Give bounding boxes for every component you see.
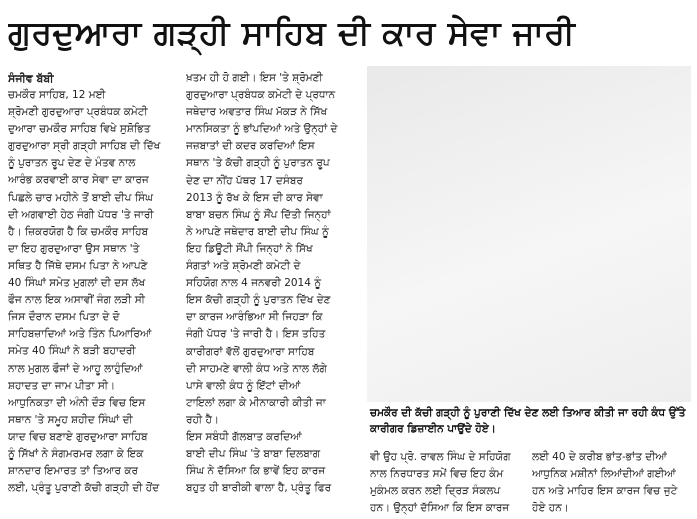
article-column-2 — [186, 70, 358, 519]
article-text-line: ਸਹਿਯੋਗ ਨਾਲ 4 ਜਨਵਰੀ 2014 ਨੂੰ — [186, 277, 322, 290]
article-column-1 — [8, 70, 178, 519]
article-text-line: ਜਥੇਦਾਰ ਅਵਤਾਰ ਸਿੰਘ ਮੱਕੜ ਨੇ ਸਿੱਖ — [186, 106, 328, 119]
article-text-line: ਸਥਿਤ ਹੈ ਜਿੱਥੇ ਦਸਮ ਪਿਤਾ ਨੇ ਆਪਣੇ — [8, 259, 148, 272]
article-text-line: ਸਥਾਨ 'ਤੇ ਸਮੂਹ ਸ਼ਹੀਦ ਸਿੰਘਾਂ ਦੀ — [8, 413, 133, 426]
article-body-column-2 — [186, 70, 358, 497]
article-text-line: ਲਈ 40 ਦੇ ਕਰੀਬ ਭਾਂਤ-ਭਾਂਤ ਦੀਆਂ — [532, 451, 667, 463]
article-body-column-4 — [532, 449, 692, 517]
headline: ਗੁਰਦੁਆਰਾ ਗੜ੍ਹੀ ਸਾਹਿਬ ਦੀ ਕਾਰ ਸੇਵਾ ਜਾਰੀ — [8, 13, 576, 52]
article-text-line: ਆਧੁਨਿਕ ਮਸ਼ੀਨਾਂ ਲਿਆਂਦੀਆਂ ਗਈਆਂ — [532, 468, 676, 481]
article-text-line: ਯਾਦ ਵਿਚ ਬਣਾਏ ਗੁਰਦੁਆਰਾ ਸਾਹਿਬ — [8, 430, 148, 443]
article-text-line: ਨੂੰ ਸਿੱਖਾਂ ਨੇ ਸੰਗਮਰਮਰ ਲਗਾ ਕੇ ਇਕ — [8, 447, 144, 460]
article-text-line: ਦੁਆਰਾ ਚਮਕੌਰ ਸਾਹਿਬ ਵਿਖੇ ਸੁਸ਼ੋਭਿਤ — [8, 123, 151, 136]
article-text-line: ਨਾਲ ਨਿਰਧਾਰਤ ਸਮੇਂ ਵਿਚ ਇਹ ਕੰਮ — [370, 468, 504, 481]
article-column-3 — [370, 449, 527, 517]
article-text-line: ਪਾਸੇ ਵਾਲੀ ਕੰਧ ਨੂੰ ਇੱਟਾਂ ਦੀਆਂ — [186, 379, 301, 392]
article-body-column-1 — [8, 104, 178, 497]
article-text-line: ਬਾਬਾ ਬਚਨ ਸਿੰਘ ਨੂੰ ਸੌਂਪ ਦਿੱਤੀ ਜਿਨ੍ਹਾਂ — [186, 208, 331, 221]
article-text-line: ਗੁਰਦੁਆਰਾ ਸ੍ਰੀ ਗੜ੍ਹੀ ਸਾਹਿਬ ਦੀ ਦਿੱਖ — [8, 140, 161, 153]
article-text-line: ਹਨ। ਉਨ੍ਹਾਂ ਦੱਸਿਆ ਕਿ ਇਸ ਕਾਰਜ — [370, 502, 510, 515]
article-text-line: ਦੀ ਸਾਹਮਣੇ ਵਾਲੀ ਕੰਧ ਅਤੇ ਨਾਲ ਲੱਗੇ — [186, 362, 327, 375]
news-photo — [367, 66, 691, 402]
article-text-line: ਜਿਸ ਦੌਰਾਨ ਦਸਮ ਪਿਤਾ ਦੇ ਦੋ — [8, 311, 120, 324]
article-text-line: ਨੇ ਆਪਣੇ ਜਥੇਦਾਰ ਬਾਈ ਦੀਪ ਸਿੰਘ ਨੂੰ — [186, 225, 329, 238]
article-text-line: ਦਾ ਕਾਰਜ ਆਰੰਭਿਆ ਸੀ ਜਿਹੜਾ ਕਿ — [186, 311, 323, 324]
article-text-line: ਬਹੁਤ ਹੀ ਬਾਰੀਕੀ ਵਾਲਾ ਹੈ, ਪ੍ਰੰਤੂ ਫਿਰ — [186, 482, 332, 495]
article-text-line: ਜਜ਼ਬਾਤਾਂ ਦੀ ਕਦਰ ਕਰਦਿਆਂ ਇਸ — [186, 140, 315, 153]
photo-caption: ਚਮਕੌਰ ਦੀ ਕੱਚੀ ਗੜ੍ਹੀ ਨੂੰ ਪੁਰਾਣੀ ਦਿੱਖ ਦੇਣ ਲਈ ਤਿਆਰ ਕੀਤੀ ਜਾ ਰਹੀ ਕੰਧ ਉੱਤੇ ਕਾਰੀਗਰ ਡਿਜ਼ਾਈਨ ਪਾਉਂਦੇ ਹੋਏ। — [370, 407, 686, 435]
article-text-line: ਹਨ ਅਤੇ ਮਾਹਿਰ ਇਸ ਕਾਰਜ ਵਿਚ ਜੁਟੇ — [532, 485, 678, 498]
article-text-line: ਕਾਰੀਗਰਾਂ ਵੱਲੋਂ ਗੁਰਦੁਆਰਾ ਸਾਹਿਬ — [186, 345, 315, 358]
article-text-line: ਸ਼ਹਾਦਤ ਦਾ ਜਾਮ ਪੀਤਾ ਸੀ। — [8, 379, 116, 392]
article-text-line: ਰਹੀ ਹੈ। — [186, 413, 219, 426]
article-text-line: ਮਾਨਸਿਕਤਾ ਨੂੰ ਭਾਂਪਦਿਆਂ ਅਤੇ ਉਨ੍ਹਾਂ ਦੇ — [186, 123, 338, 136]
article-text-line: ਇਸ ਕੱਚੀ ਗੜ੍ਹੀ ਨੂੰ ਪੁਰਾਤਨ ਦਿੱਖ ਦੇਣ — [186, 294, 331, 307]
article-text-line: ਆਰੰਭ ਕਰਵਾਈ ਕਾਰ ਸੇਵਾ ਦਾ ਕਾਰਜ — [8, 174, 149, 187]
article-text-line: ਵੀ ਉਹ ਪ੍ਰੋ. ਰਾਵਲ ਸਿੰਘ ਦੇ ਸਹਿਯੋਗ — [370, 451, 511, 463]
article-body-column-3 — [370, 449, 527, 517]
article-text-line: ਸੰਗਤਾਂ ਅਤੇ ਸ਼੍ਰੋਮਣੀ ਕਮੇਟੀ ਦੇ — [186, 260, 301, 273]
article-text-line: ਪਿਛਲੇ ਚਾਰ ਮਹੀਨੇ ਤੋਂ ਬਾਈ ਦੀਪ ਸਿੰਘ — [8, 191, 153, 204]
article-text-line: ਟਾਇਲਾਂ ਲਗਾ ਕੇ ਮੀਨਾਕਾਰੀ ਕੀਤੀ ਜਾ — [186, 396, 326, 409]
article-text-line: ਸਮੇਤ 40 ਸਿੰਘਾਂ ਨੇ ਬੜੀ ਬਹਾਦਰੀ — [8, 345, 136, 358]
article-text-line: ਜੰਗੀ ਪੱਧਰ 'ਤੇ ਜਾਰੀ ਹੈ। ਇਸ ਤਹਿਤ — [186, 328, 326, 341]
article-text-line: ਇਸ ਸਬੰਧੀ ਗੱਲਬਾਤ ਕਰਦਿਆਂ — [186, 430, 302, 443]
article-text-line: ਇਹ ਡਿਊਟੀ ਸੌਂਪੀ ਜਿਨ੍ਹਾਂ ਨੇ ਸਿੱਖ — [186, 242, 313, 255]
article-text-line: ਦੇਣ ਦਾ ਨੀਂਹ ਪੱਥਰ 17 ਦਸੰਬਰ — [186, 174, 303, 187]
article-text-line: 40 ਸਿੰਘਾਂ ਸਮੇਤ ਮੁਗਲਾਂ ਦੀ ਦਸ ਲੱਖ — [8, 277, 146, 290]
article-text-line: ਲਈ, ਪ੍ਰੰਤੂ ਪੁਰਾਣੀ ਕੱਚੀ ਗੜ੍ਹੀ ਦੀ ਹੋਂਦ — [8, 482, 160, 495]
article-text-line: ਹੋਏ ਹਨ। — [532, 502, 569, 515]
article-text-line: ਆਧੁਨਿਕਤਾ ਦੀ ਅੰਨੀ ਦੌੜ ਵਿਚ ਇਸ — [8, 396, 146, 409]
dateline: ਚਮਕੌਰ ਸਾਹਿਬ, 12 ਮਈ — [8, 89, 106, 101]
article-column-4 — [532, 449, 692, 517]
article-text-line: ਸ਼੍ਰੋਮਣੀ ਗੁਰਦੁਆਰਾ ਪ੍ਰਬੰਧਕ ਕਮੇਟੀ — [8, 106, 148, 119]
article-text-line: ਦਾ ਇਹ ਗੁਰਦੁਆਰਾ ਉਸ ਸਥਾਨ 'ਤੇ — [8, 242, 140, 255]
article-text-line: ਨਾਲ ਮੁਗਲ ਫੌਜਾਂ ਦੇ ਆਹੂ ਲਾਹੁੰਦਿਆਂ — [8, 362, 143, 375]
article-text-line: ਸਥਾਨ 'ਤੇ ਕੱਚੀ ਗੜ੍ਹੀ ਨੂੰ ਪੁਰਾਤਨ ਰੂਪ — [186, 157, 330, 170]
article-text-line: ਫੌਜ ਨਾਲ ਇਕ ਅਸਾਵੀਂ ਜੰਗ ਲੜੀ ਸੀ — [8, 294, 145, 307]
article-text-line: ਦੀ ਅਗਵਾਈ ਹੇਠ ਜੰਗੀ ਪੱਧਰ 'ਤੇ ਜਾਰੀ — [8, 208, 154, 221]
article-text-line: ਸ਼ਾਨਦਾਰ ਇਮਾਰਤ ਤਾਂ ਤਿਆਰ ਕਰ — [8, 465, 139, 478]
byline: ਸੰਜੀਵ ਬੱਬੀ — [8, 72, 54, 85]
article-text-line: ਮੁਕੰਮਲ ਕਰਨ ਲਈ ਦ੍ਰਿੜ ਸੰਕਲਪ — [370, 485, 501, 498]
article-text-line: ਹੈ। ਜ਼ਿਕਰਯੋਗ ਹੈ ਕਿ ਚਮਕੌਰ ਸਾਹਿਬ — [8, 225, 149, 238]
article-text-line: 2013 ਨੂੰ ਰੱਖ ਕੇ ਇਸ ਦੀ ਕਾਰ ਸੇਵਾ — [186, 191, 323, 204]
article-text-line: ਨੂੰ ਪੁਰਾਤਨ ਰੂਪ ਦੇਣ ਦੇ ਮੰਤਵ ਨਾਲ — [8, 157, 136, 170]
article-text-line: ਸਿੰਘ ਨੇ ਦੱਸਿਆ ਕਿ ਭਾਵੇਂ ਇਹ ਕਾਰਜ — [186, 465, 326, 478]
article-text-line: ਗੁਰਦੁਆਰਾ ਪ੍ਰਬੰਧਕ ਕਮੇਟੀ ਦੇ ਪ੍ਰਧਾਨ — [186, 89, 336, 102]
article-text-line: ਸਾਹਿਬਜ਼ਾਦਿਆਂ ਅਤੇ ਤਿੰਨ ਪਿਆਰਿਆਂ — [8, 328, 152, 341]
article-text-line: ਖ਼ਤਮ ਹੀ ਹੋ ਗਈ। ਇਸ 'ਤੇ ਸ਼੍ਰੋਮਣੀ — [186, 72, 323, 84]
article-text-line: ਬਾਈ ਦੀਪ ਸਿੰਘ 'ਤੇ ਬਾਬਾ ਦਿਲਬਾਗ — [186, 448, 321, 461]
